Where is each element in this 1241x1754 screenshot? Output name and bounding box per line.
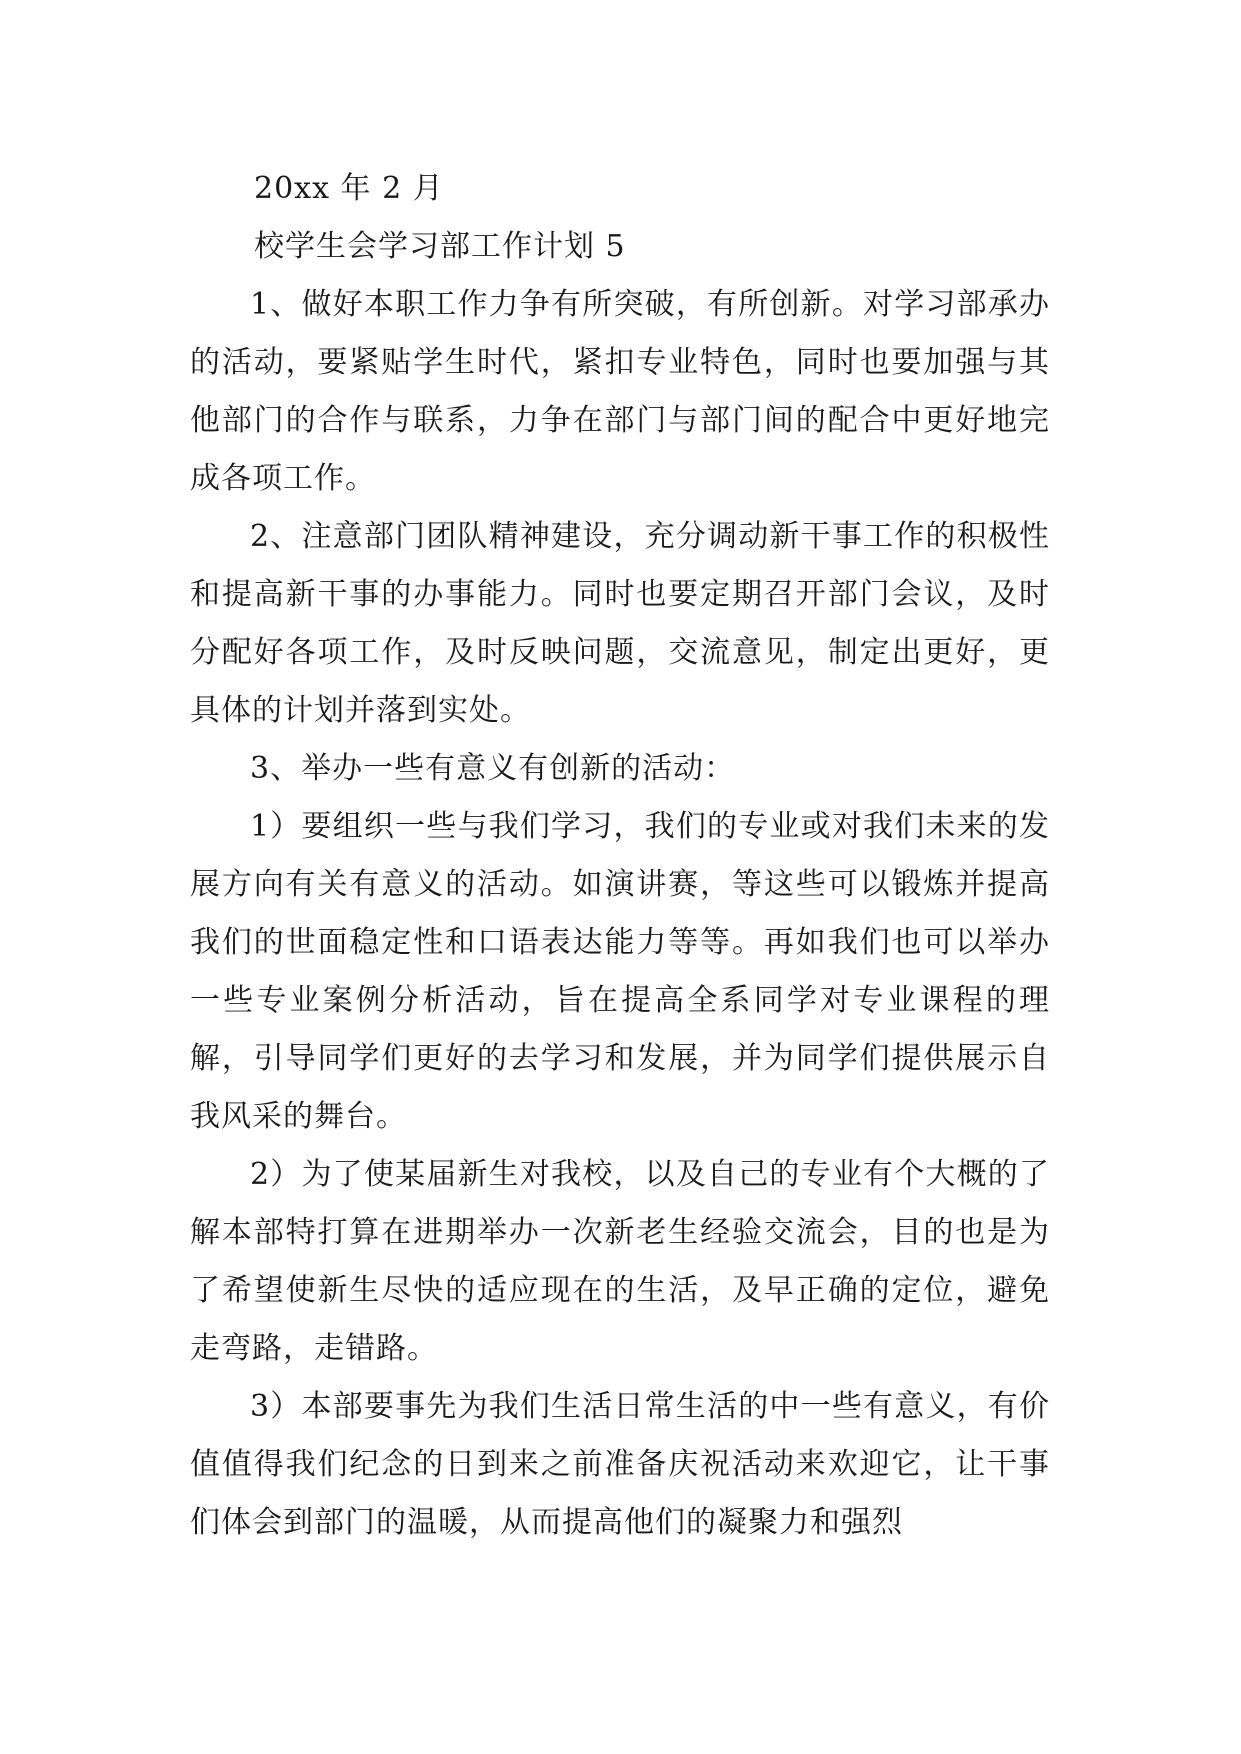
- document-date: 20xx 年 2 月: [254, 171, 444, 206]
- paragraph-3: 3、举办一些有意义有创新的活动：: [250, 751, 736, 786]
- paragraph-1: 1、做好本职工作力争有所突破，有所创新。对学习部承办的活动，要紧贴学生时代，紧扣专业特色，同时也要加强与其他部门的合作与联系，力争在部门与部门间的配合中更好地完成各项工作。: [190, 287, 1050, 496]
- paragraph-2: 2、注意部门团队精神建设，充分调动新干事工作的积极性和提高新干事的办事能力。同时也要定期召开部门会议，及时分配好各项工作，及时反映问题，交流意见，制定出更好，更具体的计划并落到实处。: [190, 519, 1050, 728]
- document-title: 校学生会学习部工作计划 5: [254, 229, 626, 264]
- paragraph-5: 2）为了使某届新生对我校，以及自己的专业有个大概的了解本部特打算在进期举办一次新老生经验交流会，目的也是为了希望使新生尽快的适应现在的生活，及早正确的定位，避免走弯路，走错路。: [190, 1157, 1050, 1366]
- paragraph-6: 3）本部要事先为我们生活日常生活的中一些有意义，有价值值得我们纪念的日到来之前准备庆祝活动来欢迎它，让干事们体会到部门的温暖，从而提高他们的凝聚力和强烈: [190, 1389, 1050, 1540]
- document-page: [190, 160, 1050, 1552]
- paragraph-4: 1）要组织一些与我们学习，我们的专业或对我们未来的发展方向有关有意义的活动。如演讲赛，等这些可以锻炼并提高我们的世面稳定性和口语表达能力等等。再如我们也可以举办一些专业案例分析活动，旨在提高全系同学对专业课程的理解，引导同学们更好的去学习和发展，并为同学们提供展示自我风采的舞台。: [190, 809, 1050, 1134]
